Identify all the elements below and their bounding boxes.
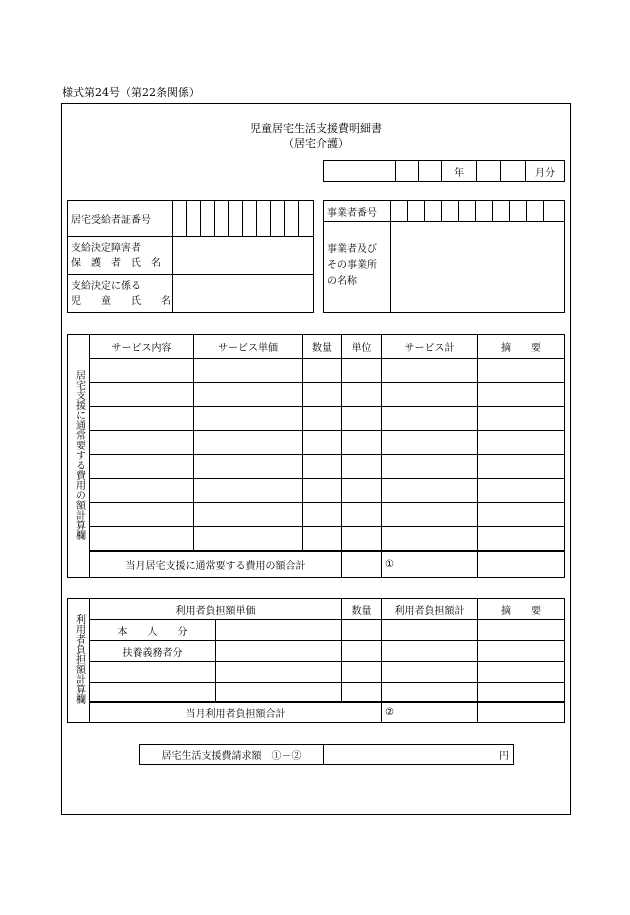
burden-cell[interactable] [90,683,216,702]
provider-info-table [323,200,565,313]
cert-digit[interactable] [201,201,215,237]
service-cell[interactable] [382,527,478,551]
service-cell[interactable] [382,479,478,503]
service-cell[interactable] [194,527,303,551]
header-quantity: 数量 [303,335,342,359]
month-digit-1[interactable] [477,161,501,182]
claim-amount-label: 居宅生活支援費請求額 ①－② [140,745,324,765]
provider-digit[interactable] [408,201,425,222]
service-cell[interactable] [478,431,565,455]
child-name-label: 支給決定に係る 児 童 氏 名 [68,275,173,313]
service-cell[interactable] [478,359,565,383]
service-cell[interactable] [90,431,194,455]
cert-digit[interactable] [271,201,285,237]
month-label: 月分 [526,161,565,182]
provider-digit[interactable] [527,201,544,222]
service-cell[interactable] [382,431,478,455]
header-service-total: サービス計 [382,335,478,359]
service-cell[interactable] [303,479,342,503]
service-cell[interactable] [478,383,565,407]
burden-cell[interactable] [216,662,342,683]
service-cell[interactable] [90,503,194,527]
service-cell[interactable] [194,479,303,503]
header-burden-quantity: 数量 [342,599,382,620]
provider-digit[interactable] [391,201,408,222]
service-cell[interactable] [382,455,478,479]
burden-cell[interactable] [478,683,565,702]
burden-cell[interactable] [342,620,382,641]
burden-row-self-label: 本 人 分 [90,620,216,641]
burden-cell[interactable] [216,641,342,662]
header-service-content: サービス内容 [90,335,194,359]
service-total-remarks[interactable] [478,551,565,578]
cert-digit[interactable] [215,201,229,237]
service-cell[interactable] [90,359,194,383]
recipient-info-table [67,200,314,313]
burden-cell[interactable] [382,620,478,641]
header-burden-unit-price: 利用者負担額単価 [90,599,342,620]
burden-cell[interactable] [478,662,565,683]
provider-digit[interactable] [493,201,510,222]
service-cell[interactable] [194,359,303,383]
burden-side-label: 利用者負担額計算欄 [68,599,90,723]
guardian-name-field[interactable] [173,237,314,275]
child-name-field[interactable] [173,275,314,313]
service-cell[interactable] [478,479,565,503]
service-cell[interactable] [478,407,565,431]
cert-digit[interactable] [299,201,314,237]
recipient-cert-label: 居宅受給者証番号 [68,201,173,237]
burden-total-value[interactable] [382,702,478,723]
claim-amount-field[interactable] [324,745,514,765]
burden-cell[interactable] [216,683,342,702]
total-mark-1: ① [385,558,394,570]
burden-cell[interactable] [216,620,342,641]
service-cell[interactable] [303,503,342,527]
yen-unit: 円 [499,751,509,762]
service-cell[interactable] [478,455,565,479]
claim-amount-box [139,744,514,765]
service-cell[interactable] [194,407,303,431]
year-digit-1[interactable] [396,161,419,182]
service-cell[interactable] [90,455,194,479]
header-remarks: 摘 要 [478,335,565,359]
burden-total-label: 当月利用者負担額合計 [90,702,382,723]
service-cell[interactable] [342,455,382,479]
service-cell[interactable] [382,503,478,527]
service-cell[interactable] [90,407,194,431]
burden-cell[interactable] [382,683,478,702]
service-cell[interactable] [478,527,565,551]
provider-name-field[interactable] [391,222,565,313]
service-cell[interactable] [303,359,342,383]
service-cell[interactable] [342,527,382,551]
burden-cell[interactable] [342,662,382,683]
service-cell[interactable] [303,455,342,479]
service-cell[interactable] [342,383,382,407]
header-service-unit-price: サービス単価 [194,335,303,359]
service-cell[interactable] [194,431,303,455]
service-cost-table [67,334,565,578]
service-cell[interactable] [303,407,342,431]
service-cell[interactable] [342,431,382,455]
service-cell[interactable] [342,479,382,503]
document-subtitle: （居宅介護） [283,137,349,150]
burden-cell[interactable] [382,641,478,662]
service-cell[interactable] [382,407,478,431]
provider-number-label: 事業者番号 [324,201,391,222]
provider-digit[interactable] [459,201,476,222]
document-title: 児童居宅生活支援費明細書 [250,122,382,135]
service-cell[interactable] [382,383,478,407]
service-cell[interactable] [90,479,194,503]
service-cell[interactable] [90,527,194,551]
service-cell[interactable] [90,383,194,407]
cert-digit[interactable] [257,201,271,237]
service-side-label: 居宅支援に通常要する費用の額計算欄 [68,335,90,578]
service-total-label: 当月居宅支援に通常要する費用の額合計 [90,551,342,578]
cert-digit[interactable] [187,201,201,237]
burden-cell[interactable] [90,662,216,683]
year-digit-2[interactable] [419,161,442,182]
guardian-name-label: 支給決定障害者 保 護 者 氏 名 [68,237,173,275]
header-unit: 単位 [342,335,382,359]
cert-digit[interactable] [229,201,243,237]
service-cell[interactable] [194,383,303,407]
user-burden-table [67,598,565,723]
service-cell[interactable] [478,503,565,527]
billing-period-box [323,160,565,182]
burden-cell[interactable] [478,641,565,662]
month-digit-2[interactable] [501,161,526,182]
service-cell[interactable] [382,359,478,383]
burden-row-supporter-label: 扶養義務者分 [90,641,216,662]
service-total-unit-cell [342,551,382,578]
cert-digit[interactable] [243,201,257,237]
service-cell[interactable] [303,431,342,455]
total-mark-2: ② [385,706,394,718]
service-cell[interactable] [342,407,382,431]
burden-total-remarks[interactable] [478,702,565,723]
service-cell[interactable] [342,503,382,527]
burden-cell[interactable] [382,662,478,683]
service-cell[interactable] [303,527,342,551]
service-cell[interactable] [194,503,303,527]
burden-cell[interactable] [478,620,565,641]
provider-digit[interactable] [425,201,442,222]
service-cell[interactable] [342,359,382,383]
provider-digit[interactable] [476,201,493,222]
header-burden-remarks: 摘 要 [478,599,565,620]
cert-digit[interactable] [285,201,299,237]
provider-digit[interactable] [544,201,565,222]
service-total-value[interactable] [382,551,478,578]
cert-digit[interactable] [173,201,187,237]
service-cell[interactable] [303,383,342,407]
period-era-cell[interactable] [324,161,396,182]
provider-digit[interactable] [510,201,527,222]
burden-cell[interactable] [342,641,382,662]
year-label: 年 [442,161,477,182]
header-burden-total: 利用者負担額計 [382,599,478,620]
service-cell[interactable] [194,455,303,479]
provider-name-label: 事業者及び その事業所 の名称 [324,222,391,313]
burden-cell[interactable] [342,683,382,702]
provider-digit[interactable] [442,201,459,222]
form-number-label: 様式第24号（第22条関係） [62,86,200,99]
